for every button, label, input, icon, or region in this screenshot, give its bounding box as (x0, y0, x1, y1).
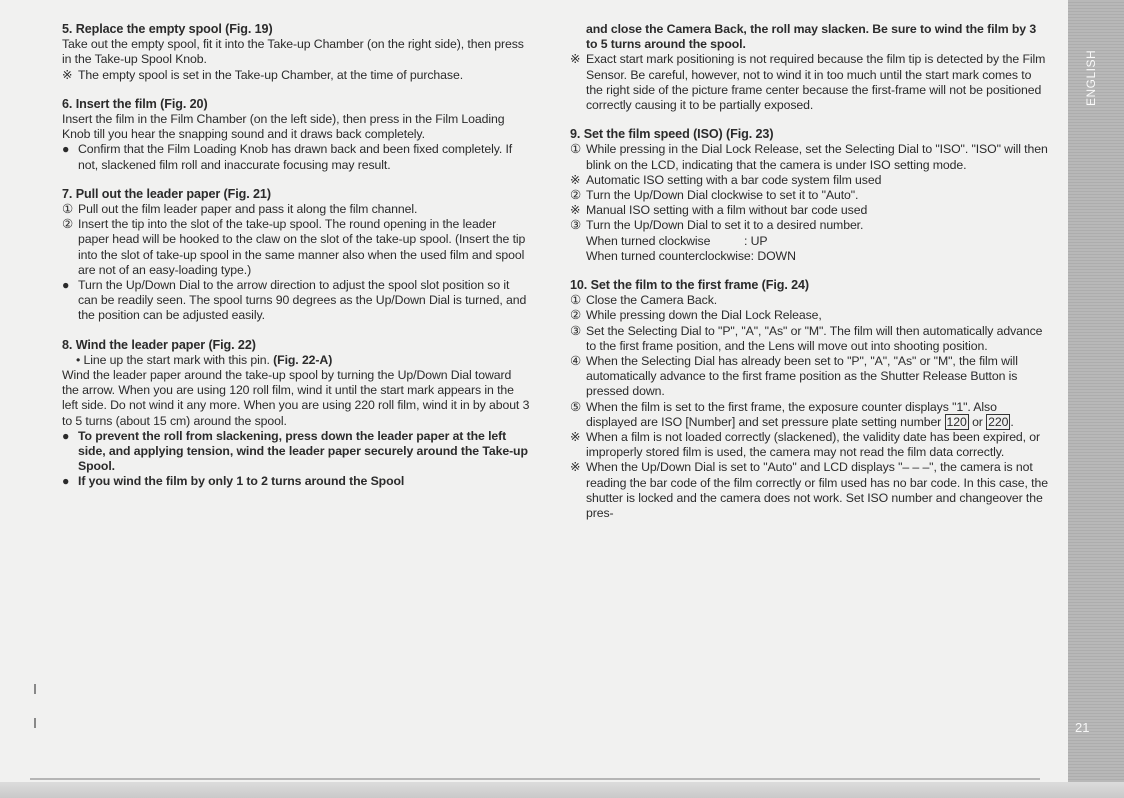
continued-note (570, 52, 1050, 113)
note-text: The empty spool is set in the Take-up Chamber, at the time of purchase. (78, 67, 464, 82)
section-9-title: 9. Set the film speed (ISO) (Fig. 23) (570, 127, 774, 142)
step-text: Insert the tip into the slot of the take-up spool. The round opening in the leader paper head will be hooked to the claw on the slot of the take-up spool. (Insert the tip into the slot of take-up spool in the same manner also when the used film and spool are not of an easy-loading type.) (78, 217, 526, 277)
section-9-note-2 (570, 203, 1050, 218)
step-text: While pressing in the Dial Lock Release, set the Selecting Dial to "ISO". "ISO" will then blink on the LCD, indicating that the camera is under ISO setting mode. (586, 142, 1048, 172)
bullet-text: Confirm that the Film Loading Knob has drawn back and been fixed completely. If not, slackened film roll and inaccurate focusing may result. (78, 142, 513, 172)
section-8-body: Wind the leader paper around the take-up spool by turning the Up/Down Dial toward the arrow. When you are using 120 roll film, wind it until the start mark appears in the left side. Do not wind it any more. When you are using 220 roll film, wind it in by about 3 to 5 turns (about 15 cm) around the spool. (62, 368, 530, 428)
margin-tick (34, 684, 36, 694)
step-number: ⑤ (570, 399, 581, 414)
section-10-step-4 (570, 354, 1050, 400)
note-mark: ※ (570, 172, 581, 187)
section-5-note (62, 68, 530, 83)
bullet-mark: ● (62, 474, 70, 489)
step-text: Turn the Up/Down Dial clockwise to set it to "Auto". (586, 188, 859, 203)
section-5-title: 5. Replace the empty spool (Fig. 19) (62, 22, 273, 36)
section-9-step-1 (570, 142, 1050, 172)
step-number: ② (62, 217, 73, 232)
section-10-step-3 (570, 324, 1050, 354)
continued-text: and close the Camera Back, the roll may slacken. Be sure to wind the film by 3 to 5 turns around the spool. (586, 22, 1037, 52)
note-mark: ※ (62, 67, 73, 82)
section-10-note-2 (570, 460, 1050, 521)
counterclockwise-label: When turned counterclockwise: (586, 248, 754, 263)
section-8-continued (570, 22, 1050, 113)
section-7-title: 7. Pull out the leader paper (Fig. 21) (62, 186, 271, 201)
counterclockwise-value: DOWN (757, 248, 796, 263)
page-number: 21 (1075, 720, 1090, 735)
section-10-step-2 (570, 308, 1050, 323)
section-10-note-1 (570, 430, 1050, 460)
margin-tick (34, 718, 36, 728)
section-7-step-2 (62, 217, 530, 278)
section-6-title: 6. Insert the film (Fig. 20) (62, 96, 208, 111)
section-6 (62, 97, 530, 173)
pin-text: • Line up the start mark with this pin. (76, 352, 270, 367)
note-text: Exact start mark positioning is not required because the film tip is detected by the Film Sensor. Be careful, however, not to wind it in too much until the start mark comes to the right side of the picture frame center because the first-frame will not be positioned correctly causing it to be partially exposed. (586, 52, 1046, 113)
section-7-bullet (62, 278, 530, 324)
language-text: ENGLISH (1084, 49, 1098, 106)
section-8-bullet-2 (62, 474, 530, 489)
step-text: Close the Camera Back. (586, 293, 718, 308)
step-text: When the Selecting Dial has already been set to "P", "A", "As" or "M", the film will automatically advance to the first frame position as the Shutter Release Button is pressed down. (586, 354, 1018, 399)
bullet-text: To prevent the roll from slackening, press down the leader paper at the left side, and applying tension, wind the leader paper securely around the Take-up Spool. (78, 428, 528, 474)
plate-setting-120: 120 (946, 414, 967, 429)
plate-setting-220: 220 (988, 414, 1009, 429)
section-9 (570, 127, 1050, 264)
clockwise-label: When turned clockwise (586, 233, 711, 248)
note-text: When a film is not loaded correctly (slackened), the validity date has been expired, or improperly stored film is used, the camera may not read the film data correctly. (586, 430, 1041, 460)
section-6-bullet (62, 142, 530, 172)
section-6-body: Insert the film in the Film Chamber (on the left side), then press in the Film Loading Knob till you hear the snapping sound and it draws back completely. (62, 112, 505, 142)
section-10-title: 10. Set the film to the first frame (Fig. 24) (570, 278, 810, 293)
clockwise-value: : UP (744, 233, 768, 248)
step-text: Pull out the film leader paper and pass it along the film channel. (78, 202, 418, 217)
pin-figure-ref: (Fig. 22-A) (273, 352, 333, 367)
note-text: When the Up/Down Dial is set to "Auto" and LCD displays "– – –", the camera is not reading the bar code of the film correctly or film used has no bar code. In this case, the shutter is locked and the camera does not work. Set ISO number and changeover the pres- (586, 460, 1048, 521)
step-number: ① (62, 202, 73, 217)
step-number: ② (570, 188, 581, 203)
step-text: Set the Selecting Dial to "P", "A", "As" or "M". The film will then automatically advance to the first frame position, and the Lens will move out into shooting position. (586, 323, 1043, 353)
note-mark: ※ (570, 52, 581, 67)
section-8-bullet-1 (62, 429, 530, 475)
step-text: Turn the Up/Down Dial to set it to a desired number. (586, 218, 864, 233)
language-label (1082, 30, 1102, 110)
step-number: ① (570, 142, 581, 157)
bottom-edge (0, 782, 1124, 798)
period: . (1010, 414, 1014, 429)
step-number: ② (570, 308, 581, 323)
section-10 (570, 278, 1050, 521)
step-number: ③ (570, 323, 581, 338)
section-9-step-2 (570, 188, 1050, 203)
step-number: ④ (570, 354, 581, 369)
section-10-step-1 (570, 293, 1050, 308)
step-text (586, 400, 1050, 430)
section-7 (62, 187, 530, 324)
bottom-rule (30, 778, 1040, 780)
bullet-mark: ● (62, 278, 70, 293)
section-9-note-1 (570, 173, 1050, 188)
right-column (570, 22, 1050, 521)
section-8-title: 8. Wind the leader paper (Fig. 22) (62, 337, 256, 352)
bullet-text: If you wind the film by only 1 to 2 turns around the Spool (78, 474, 405, 489)
step-text: While pressing down the Dial Lock Release, (586, 308, 822, 323)
language-side-tab (1068, 0, 1124, 798)
left-column (62, 22, 530, 490)
note-mark: ※ (570, 203, 581, 218)
step-number: ③ (570, 218, 581, 233)
step-5-text: When the film is set to the first frame, the exposure counter displays "1". Also displayed are ISO [Number] and set pressure plate setting number (586, 399, 997, 429)
section-10-step-5 (570, 400, 1050, 430)
note-text: Automatic ISO setting with a bar code system film used (586, 172, 882, 187)
section-9-step-3 (570, 218, 1050, 233)
section-8 (62, 338, 530, 490)
bullet-text: Turn the Up/Down Dial to the arrow direction to adjust the spool slot position so it can be readily seen. The spool turns 90 degrees as the Up/Down Dial is turned, and the position can be adjusted easily. (78, 278, 527, 323)
counterclockwise-row (570, 249, 1050, 264)
section-5-body: Take out the empty spool, fit it into the Take-up Chamber (on the right side), then press in the Take-up Spool Knob. (62, 37, 524, 67)
note-text: Manual ISO setting with a film without bar code used (586, 203, 868, 218)
section-5 (62, 22, 530, 83)
bullet-mark: ● (62, 142, 70, 157)
note-mark: ※ (570, 430, 581, 445)
start-mark-pin-line (62, 353, 530, 368)
bullet-mark: ● (62, 428, 70, 443)
or-word: or (972, 414, 983, 429)
note-mark: ※ (570, 460, 581, 475)
step-number: ① (570, 293, 581, 308)
clockwise-row (570, 234, 1050, 249)
section-7-step-1 (62, 202, 530, 217)
